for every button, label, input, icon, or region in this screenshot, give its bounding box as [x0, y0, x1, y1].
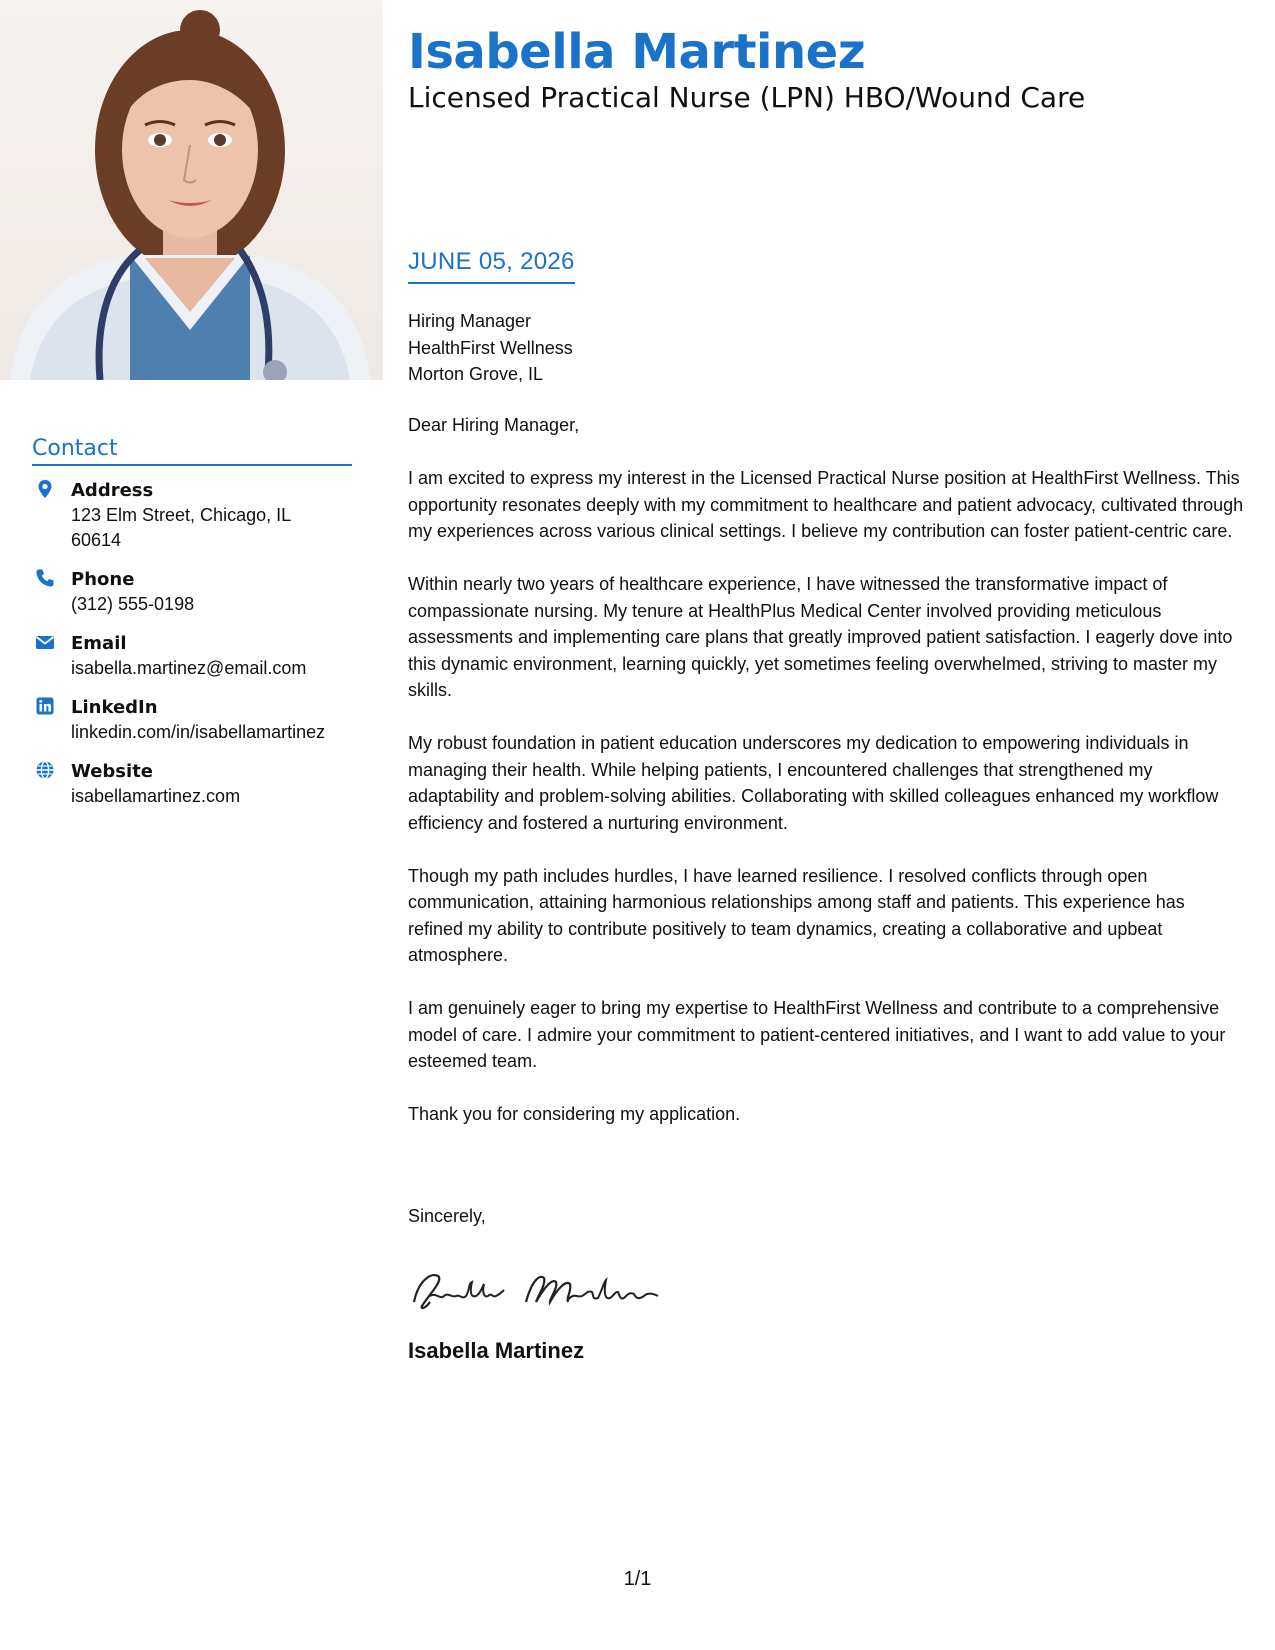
contact-website	[32, 759, 352, 809]
contact-linkedin	[32, 695, 352, 745]
website-value[interactable]: isabellamartinez.com	[71, 786, 241, 806]
address-value: 123 Elm Street, Chicago, IL 60614	[71, 505, 291, 550]
paragraph: My robust foundation in patient education underscores my dedication to empowering individuals in managing their health. While helping patients, I encountered challenges that strengthened my adaptability and problem-solving abilities. Collaborating with skilled colleagues enhanced my workflow efficiency and fostered a nurturing environment.	[408, 733, 1219, 833]
linkedin-value[interactable]: linkedin.com/in/isabellamartinez	[71, 722, 326, 742]
paragraph: Within nearly two years of healthcare experience, I have witnessed the transformative impact of compassionate nursing. My tenure at HealthPlus Medical Center involved providing meticulous assessments and implementing care plans that greatly improved patient satisfaction. I eagerly dove into this dynamic environment, learning quickly, yet sometimes feeling overwhelmed, striving to master my skills.	[408, 574, 1233, 700]
closing: Sincerely,	[408, 1206, 486, 1226]
letter-date-wrap	[408, 248, 575, 284]
applicant-title: Licensed Practical Nurse (LPN) HBO/Wound Care	[408, 81, 1086, 114]
profile-photo	[0, 0, 383, 380]
recipient-line: Morton Grove, IL	[408, 364, 544, 384]
letter-body	[408, 412, 1244, 1154]
paragraph: Though my path includes hurdles, I have learned resilience. I resolved conflicts through open communication, attaining harmonious relationships among staff and patients. This experience has refined my ability to contribute positively to team dynamics, creating a collaborative and upbeat atmosphere.	[408, 865, 1185, 965]
email-icon	[35, 632, 55, 652]
recipient-line: HealthFirst Wellness	[408, 337, 573, 358]
handwritten-signature	[408, 1262, 668, 1318]
email-value[interactable]: isabella.martinez@email.com	[71, 658, 307, 678]
signed-name: Isabella Martinez	[408, 1338, 585, 1363]
paragraph: I am genuinely eager to bring my expertise to HealthFirst Wellness and contribute to a comprehensive model of care. I admire your commitment to patient-centered initiatives, and I want to add value to your esteemed team.	[408, 998, 1226, 1071]
address-label: Address	[71, 480, 154, 501]
recipient-block	[408, 308, 573, 388]
letter-date: JUNE 05, 2026	[408, 248, 575, 284]
location-pin-icon	[35, 479, 55, 499]
contact-heading: Contact	[32, 436, 352, 466]
letter-main	[408, 24, 1248, 1363]
phone-value[interactable]: (312) 555-0198	[71, 594, 195, 614]
website-label: Website	[71, 761, 154, 782]
paragraph: I am excited to express my interest in the Licensed Practical Nurse position at HealthFirst Wellness. This opportunity resonates deeply with my commitment to healthcare and patient advocacy, cultivated through my experiences across various clinical settings. I believe my contribution can foster patient-centric care.	[408, 468, 1244, 541]
nurse-portrait-image	[0, 0, 383, 380]
contact-address	[32, 478, 352, 553]
contact-phone	[32, 567, 352, 617]
recipient-line: Hiring Manager	[408, 311, 532, 331]
linkedin-label: LinkedIn	[71, 697, 158, 718]
linkedin-icon	[35, 696, 55, 716]
phone-icon	[35, 568, 55, 588]
paragraph: Thank you for considering my application.	[408, 1104, 741, 1124]
applicant-name: Isabella Martinez	[408, 24, 866, 80]
phone-label: Phone	[71, 569, 135, 590]
contact-email	[32, 631, 352, 681]
globe-icon	[35, 760, 55, 780]
contact-sidebar	[32, 436, 352, 823]
email-label: Email	[71, 633, 127, 654]
page-number: 1/1	[623, 1568, 652, 1590]
salutation: Dear Hiring Manager,	[408, 415, 580, 435]
